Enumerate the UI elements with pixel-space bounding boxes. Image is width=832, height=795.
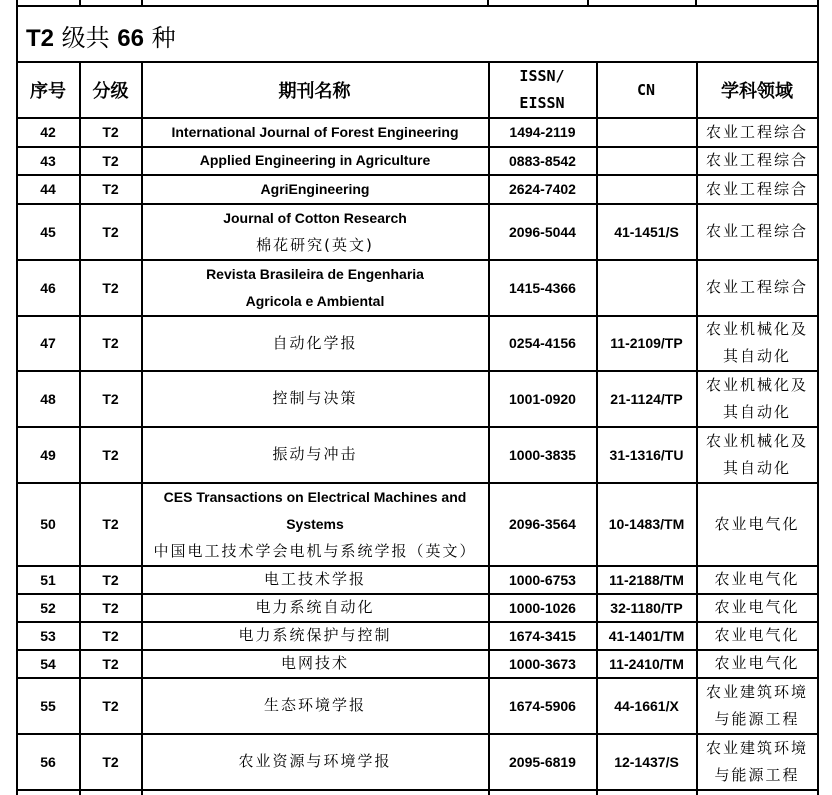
cell-journal-name-line: 电工技术学报 [263, 570, 366, 588]
header-issn-line1: ISSN/ [519, 67, 565, 85]
cell-field-line: 农业机械化及 [705, 375, 808, 394]
cell-cn: 10-1483/TM [608, 516, 685, 532]
cell-journal-name [142, 204, 488, 259]
cell-journal-name [142, 594, 488, 621]
cell-cn: 11-2109/TP [610, 335, 683, 351]
grid-line [16, 621, 819, 623]
cell-journal-name-line: 棉花研究(英文) [256, 235, 374, 254]
grid-line [488, 61, 490, 795]
cell-index: 50 [40, 516, 56, 532]
cell-index: 56 [40, 753, 56, 770]
cell-journal-name-line: 振动与冲击 [272, 445, 358, 463]
cell-field [697, 204, 817, 259]
cell-grade: T2 [102, 655, 119, 672]
cell-index: 43 [40, 152, 56, 169]
cell-cn [597, 147, 696, 174]
cell-field-line: 农业电气化 [714, 598, 800, 616]
cell-journal-name-line: 电力系统自动化 [255, 598, 375, 616]
cell-issn: 2096-5044 [509, 223, 576, 240]
cell-field [697, 371, 817, 426]
cell-grade: T2 [102, 279, 119, 296]
cell-journal-name-line: 自动化学报 [272, 333, 358, 352]
header-journal: 期刊名称 [278, 81, 351, 102]
cell-journal-name [142, 566, 488, 593]
grid-line [16, 733, 819, 735]
cell-field [697, 594, 817, 621]
cell-index: 55 [40, 697, 56, 714]
cell-grade: T2 [102, 697, 119, 714]
section-text-b: 种 [151, 24, 176, 52]
cell-journal-name-line: International Journal of Forest Engineering [171, 123, 459, 140]
cell-field-line: 农业机械化及 [705, 431, 808, 450]
grid-line [16, 174, 819, 176]
header-cn: CN [636, 80, 656, 99]
cell-journal-name [142, 175, 488, 203]
cell-issn: 1000-1026 [509, 599, 576, 616]
cell-field-line: 农业建筑环境 [705, 682, 808, 701]
cell-issn: 1000-3835 [509, 446, 576, 463]
header-issn-line2: EISSN [519, 94, 565, 112]
cell-field-line: 其自动化 [722, 402, 791, 421]
cell-issn: 2096-3564 [509, 516, 576, 532]
section-title [26, 18, 176, 53]
cell-journal-name [142, 678, 488, 733]
cell-field-line: 农业工程综合 [705, 151, 808, 169]
cell-field-line: 农业电气化 [714, 514, 800, 533]
cell-journal-name-line: CES Transactions on Electrical Machines and [163, 488, 467, 505]
grid-line [16, 61, 18, 795]
cell-issn: 1674-3415 [509, 627, 576, 644]
section-count: 66 [117, 25, 144, 52]
cell-field [697, 147, 817, 174]
cell-journal-name-line: 电网技术 [280, 654, 349, 672]
grid-line [16, 677, 819, 679]
grid-line [79, 61, 81, 795]
cell-issn: 2095-6819 [509, 753, 576, 770]
cell-journal-name-line: 控制与决策 [272, 389, 358, 407]
cell-grade: T2 [102, 335, 119, 351]
grid-line [16, 565, 819, 567]
cell-field [697, 118, 817, 146]
header-grade: 分级 [92, 81, 129, 102]
cell-field [697, 650, 817, 677]
cell-field-line: 农业电气化 [714, 570, 800, 588]
cell-grade: T2 [102, 181, 119, 197]
cell-journal-name-line: 农业资源与环境学报 [238, 752, 392, 770]
cell-grade: T2 [102, 390, 119, 407]
cell-issn: 0254-4156 [509, 335, 576, 351]
cell-journal-name [142, 734, 488, 789]
cell-grade: T2 [102, 446, 119, 463]
cell-field-line: 其自动化 [722, 347, 791, 365]
cell-field-line: 农业工程综合 [705, 122, 808, 141]
cell-journal-name-line: AgriEngineering [260, 180, 370, 197]
grid-line [16, 482, 819, 484]
cell-field [697, 566, 817, 593]
cell-journal-name-line: Systems [286, 515, 344, 532]
cell-journal-name-line: 生态环境学报 [263, 696, 366, 714]
cell-index: 51 [40, 571, 56, 588]
cell-journal-name [142, 427, 488, 482]
grid-line [16, 5, 18, 62]
cell-issn: 0883-8542 [509, 152, 576, 169]
cell-field-line: 农业电气化 [714, 654, 800, 672]
cell-field-line: 农业工程综合 [705, 278, 808, 296]
cell-field-line: 农业工程综合 [705, 179, 808, 198]
cell-grade: T2 [102, 124, 119, 140]
cell-index: 52 [40, 599, 56, 616]
cell-issn: 2624-7402 [509, 181, 576, 197]
cell-cn: 11-2410/TM [609, 655, 684, 672]
grid-line [16, 649, 819, 651]
cell-journal-name-line: 中国电工技术学会电机与系统学报（英文） [153, 541, 477, 560]
cell-field [697, 734, 817, 789]
cell-grade: T2 [102, 753, 119, 770]
cell-grade: T2 [102, 571, 119, 588]
cell-grade: T2 [102, 152, 119, 169]
cell-journal-name-line: Revista Brasileira de Engenharia [206, 265, 424, 282]
header-issn [489, 63, 595, 117]
cell-cn: 31-1316/TU [609, 446, 684, 463]
cell-cn: 21-1124/TP [610, 390, 683, 407]
cell-journal-name [142, 371, 488, 426]
cell-cn [597, 260, 696, 315]
grid-line [817, 5, 819, 62]
cell-journal-name-line: Journal of Cotton Research [223, 209, 407, 226]
cell-index: 47 [40, 335, 56, 351]
cell-issn: 1001-0920 [509, 390, 576, 407]
cell-field-line: 农业机械化及 [705, 320, 808, 338]
cell-field-line: 其自动化 [722, 458, 791, 477]
cell-index: 45 [40, 223, 56, 240]
grid-line [16, 5, 819, 7]
cell-journal-name-line: Agricola e Ambiental [245, 292, 385, 309]
cell-field [697, 678, 817, 733]
cell-grade: T2 [102, 223, 119, 240]
grid-line [596, 61, 598, 795]
grid-line [16, 315, 819, 317]
cell-grade: T2 [102, 599, 119, 616]
grid-line [16, 203, 819, 205]
cell-field [697, 316, 817, 370]
cell-field [697, 260, 817, 315]
cell-issn: 1674-5906 [509, 697, 576, 714]
cell-field [697, 427, 817, 482]
cell-journal-name [142, 622, 488, 649]
cell-issn: 1415-4366 [509, 279, 576, 296]
grid-line [16, 789, 819, 791]
section-tier: T2 [26, 25, 55, 52]
cell-journal-name [142, 650, 488, 677]
cell-field-line: 农业电气化 [714, 626, 800, 644]
cell-cn: 41-1451/S [614, 223, 679, 240]
cell-field [697, 622, 817, 649]
cell-index: 49 [40, 446, 56, 463]
cell-field-line: 与能源工程 [714, 765, 800, 784]
grid-line [16, 593, 819, 595]
header-field: 学科领域 [721, 81, 793, 102]
cell-field-line: 与能源工程 [714, 709, 800, 728]
cell-index: 54 [40, 655, 56, 672]
cell-field-line: 农业建筑环境 [705, 738, 808, 757]
cell-index: 44 [40, 181, 56, 197]
cell-issn: 1494-2119 [509, 124, 576, 140]
cell-journal-name [142, 118, 488, 146]
cell-journal-name [142, 316, 488, 370]
cell-field [697, 483, 817, 565]
cell-issn: 1000-3673 [509, 655, 576, 672]
cell-field-line: 农业工程综合 [705, 222, 808, 240]
cell-issn: 1000-6753 [509, 571, 576, 588]
grid-line [16, 146, 819, 148]
cell-cn: 12-1437/S [614, 753, 679, 770]
cell-journal-name [142, 260, 488, 315]
grid-line [817, 61, 819, 795]
cell-journal-name [142, 147, 488, 174]
cell-journal-name-line: 电力系统保护与控制 [238, 626, 392, 644]
cell-cn: 41-1401/TM [608, 627, 685, 644]
cell-cn: 44-1661/X [614, 697, 679, 714]
cell-grade: T2 [102, 627, 119, 644]
cell-grade: T2 [102, 516, 119, 532]
cell-cn: 32-1180/TP [610, 599, 683, 616]
cell-index: 42 [40, 124, 56, 140]
cell-journal-name [142, 483, 488, 565]
section-text-a: 级共 [61, 24, 110, 52]
cell-cn [597, 175, 696, 203]
grid-line [16, 61, 819, 63]
grid-line [16, 370, 819, 372]
cell-index: 46 [40, 279, 56, 296]
header-index: 序号 [30, 81, 66, 102]
cell-cn [597, 118, 696, 146]
cell-index: 53 [40, 627, 56, 644]
cell-cn: 11-2188/TM [609, 571, 684, 588]
cell-index: 48 [40, 390, 56, 407]
grid-line [696, 61, 698, 795]
cell-journal-name-line: Applied Engineering in Agriculture [199, 152, 431, 168]
cell-field [697, 175, 817, 203]
grid-line [16, 117, 819, 119]
grid-line [16, 259, 819, 261]
grid-line [141, 61, 143, 795]
grid-line [16, 426, 819, 428]
